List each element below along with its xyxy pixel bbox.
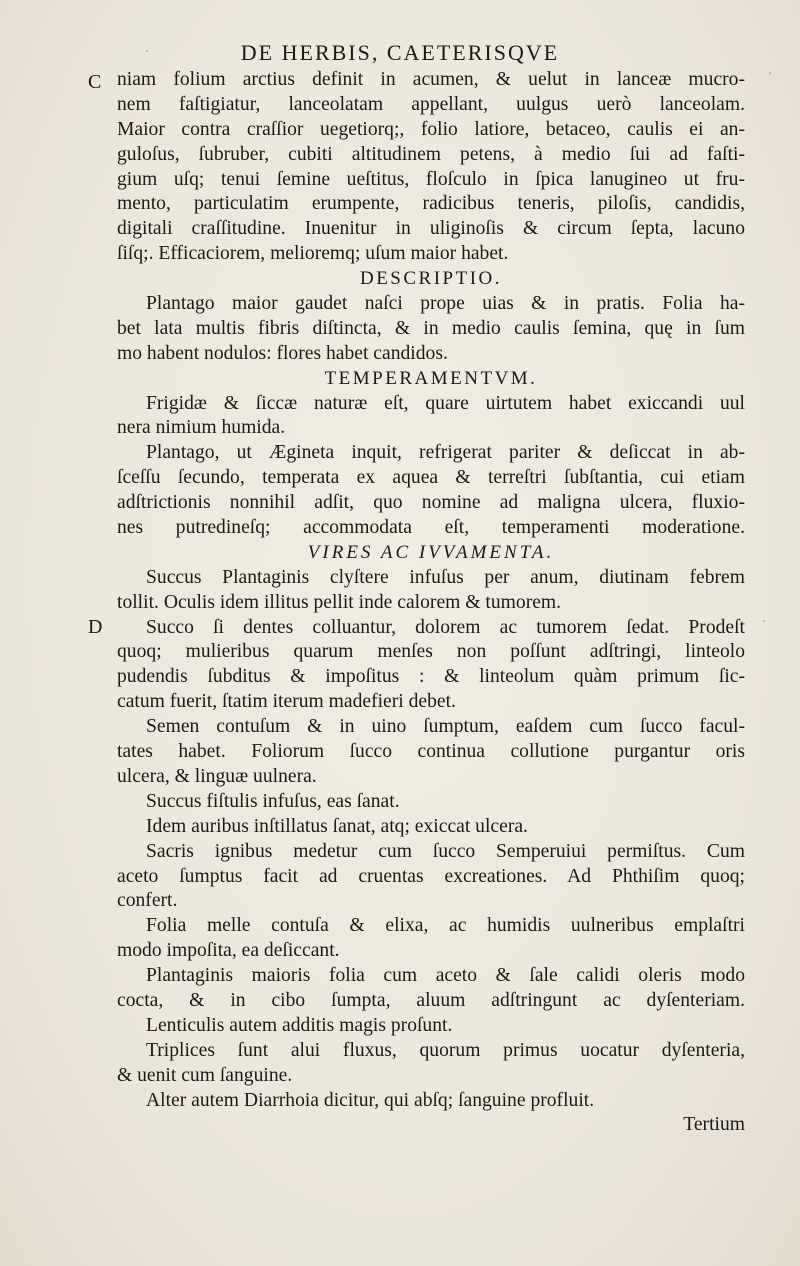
text-line: nem faſtigiatur, lanceolatam appellant, uulgus uerò lanceolam.	[117, 93, 745, 115]
text-line: Plantaginis maioris folia cum aceto & ſale calidi oleris modo	[146, 965, 745, 987]
text-line: Semen contuſum & in uino ſumptum, eaſdem cum ſucco facul-	[146, 716, 745, 738]
text-line: Succo ſi dentes colluantur, dolorem ac tumorem ſedat. Prodeſt	[146, 616, 745, 638]
text-line: Triplices ſunt alui fluxus, quorum primus uocatur dyſenteria,	[146, 1039, 745, 1061]
text-line: digitali craſſitudine. Inuenitur in uliginoſis & circum ſepta, lacuno	[117, 218, 745, 240]
text-line: cocta, & in cibo ſumpta, aluum adſtringunt ac dyſenteriam.	[117, 989, 745, 1011]
text-line: nes putredineſq; accommodata eſt, temperamenti moderatione.	[117, 517, 745, 539]
text-line: Alter autem Diarrhoia dicitur, qui abſq; ſanguine profluit.	[146, 1089, 595, 1111]
text-line: Folia melle contuſa & elixa, ac humidis uulneribus emplaſtri	[146, 915, 745, 937]
text-line: gium uſq; tenui ſemine ueſtitus, floſculo in ſpica lanugineo ut fru-	[117, 168, 745, 190]
text-line: Lenticulis autem additis magis proſunt.	[146, 1014, 453, 1036]
section-heading: VIRES AC IVVAMENTA.	[307, 541, 555, 563]
text-line: Succus Plantaginis clyſtere infuſus per anum, diutinam febrem	[146, 566, 745, 588]
ink-speck: ·	[768, 66, 773, 82]
text-line: mento, particulatim erumpente, radicibus teneris, piloſis, candidis,	[117, 193, 745, 215]
text-line: aceto ſumptus facit ad cruentas excreationes. Ad Phthiſim quoq;	[117, 865, 745, 887]
text-line: quoq; mulieribus quarum menſes non poſſunt adſtringi, linteolo	[117, 641, 745, 663]
text-line: tates habet. Foliorum ſucco continua collutione purgantur oris	[117, 741, 745, 763]
text-line: Succus fiſtulis infuſus, eas ſanat.	[146, 790, 400, 812]
text-line: Idem auribus inſtillatus ſanat, atq; exiccat ulcera.	[146, 815, 528, 837]
section-heading: TEMPERAMENTVM.	[324, 367, 538, 389]
ink-speck: ·	[145, 44, 150, 60]
text-line: nera nimium humida.	[117, 417, 286, 439]
section-heading: DESCRIPTIO.	[359, 268, 503, 290]
catchword: Tertium	[683, 1114, 745, 1136]
text-line: bet lata multis fibris diſtincta, & in medio caulis ſemina, quę in ſum	[117, 317, 745, 339]
margin-letter-d: D	[88, 616, 103, 638]
text-line: pudendis ſubditus & impoſitus : & linteolum quàm primum ſic-	[117, 666, 745, 688]
ink-speck: ·	[762, 614, 767, 630]
text-line: ſiſq;. Efficaciorem, melioremq; uſum maior habet.	[117, 243, 509, 265]
text-line: & uenit cum ſanguine.	[117, 1064, 293, 1086]
text-line: catum fuerit, ſtatim iterum madefieri debet.	[117, 691, 456, 713]
text-line: Frigidæ & ſiccæ naturæ eſt, quare uirtutem habet exiccandi uul	[146, 392, 745, 414]
text-line: Sacris ignibus medetur cum ſucco Semperuiui permiſtus. Cum	[146, 840, 745, 862]
text-line: ſceſſu ſecundo, temperata ex aquea & terreſtri ſubſtantia, cui etiam	[117, 467, 745, 489]
text-line: tollit. Oculis idem illitus pellit inde calorem & tumorem.	[117, 591, 562, 613]
text-line: guloſus, ſubruber, cubiti altitudinem petens, à medio ſui ad faſti-	[117, 143, 745, 165]
text-line: ulcera, & linguæ uulnera.	[117, 765, 317, 787]
main-text-block	[117, 68, 745, 1138]
margin-letter-c: C	[88, 71, 102, 93]
text-line: Plantago, ut Ægineta inquit, refrigerat pariter & deſiccat in ab-	[146, 442, 745, 464]
text-line: mo habent nodulos: flores habet candidos.	[117, 342, 448, 364]
text-line: Maior contra craſſior uegetiorq;, folio latiore, betaceo, caulis ei an-	[117, 118, 745, 140]
text-line: adſtrictionis nonnihil adſit, quo nomine ad maligna ulcera, fluxio-	[117, 492, 745, 514]
text-line: niam folium arctius definit in acumen, & uelut in lanceæ mucro-	[117, 69, 745, 90]
text-line: Plantago maior gaudet naſci prope uias & in pratis. Folia ha-	[146, 293, 745, 315]
running-head: DE HERBIS, CAETERISQVE	[240, 40, 560, 65]
text-line: confert.	[117, 890, 178, 912]
text-line: modo impoſita, ea deſiccant.	[117, 940, 340, 962]
